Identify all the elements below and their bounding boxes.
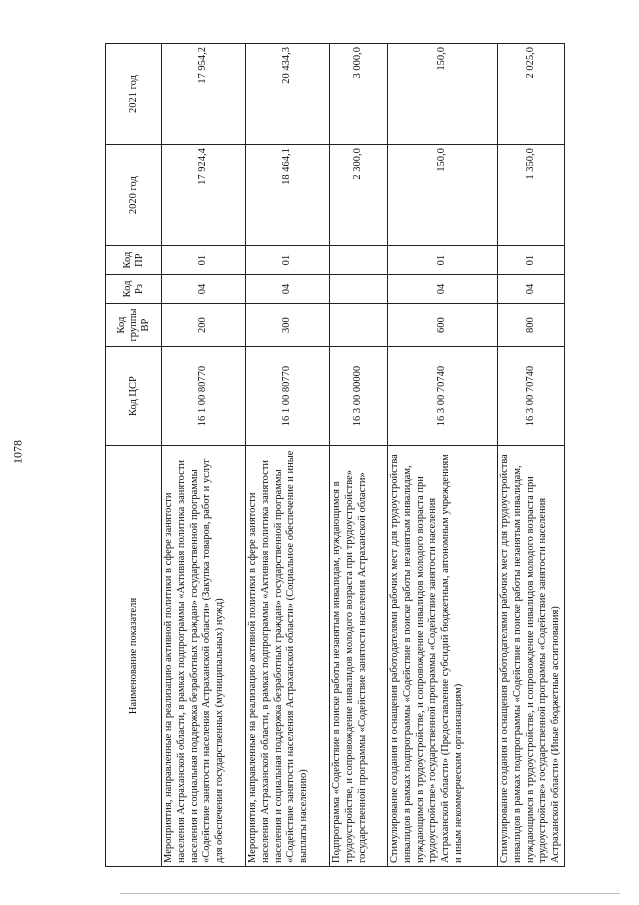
row-2021: 20 434,3 — [246, 44, 330, 145]
header-2021: 2021 год — [106, 44, 162, 145]
table-row — [498, 44, 565, 867]
header-2020: 2020 год — [106, 145, 162, 246]
table-header-row — [106, 44, 162, 867]
row-2021: 17 954,2 — [162, 44, 246, 145]
row-csr: 16 1 00 80770 — [246, 347, 330, 446]
row-rz — [330, 275, 388, 304]
row-vr: 800 — [498, 303, 565, 346]
rotated-table-wrapper — [105, 43, 562, 867]
row-name: Стимулирование создания и оснащения работодателями рабочих мест для трудоустройства инвалидов в рамках подпрограммы «Содействие в поиске работы незанятым инвалидам, нуждающимся в трудоустройстве, и сопровождение инвалидов молодого возраста при трудоустройстве» государственной программы «Содействие занятости населения Астраханской области» (Предоставление субсидий бюджетным, автономным учреждениям и иным некоммерческим организациям) — [388, 445, 498, 866]
row-2020: 17 924,4 — [162, 145, 246, 246]
row-csr: 16 3 00 70740 — [498, 347, 565, 446]
row-2020: 1 350,0 — [498, 145, 565, 246]
row-2021: 3 000,0 — [330, 44, 388, 145]
row-vr: 200 — [162, 303, 246, 346]
row-rz: 04 — [162, 275, 246, 304]
row-rz: 04 — [388, 275, 498, 304]
row-2020: 150,0 — [388, 145, 498, 246]
row-2021: 150,0 — [388, 44, 498, 145]
budget-table — [105, 43, 565, 867]
row-pr: 01 — [162, 246, 246, 275]
row-csr: 16 3 00 70740 — [388, 347, 498, 446]
row-csr: 16 1 00 80770 — [162, 347, 246, 446]
row-2020: 2 300,0 — [330, 145, 388, 246]
table-row — [330, 44, 388, 867]
table-row — [162, 44, 246, 867]
header-rz: Код Рз — [106, 275, 162, 304]
header-csr: Код ЦСР — [106, 347, 162, 446]
page-bottom-line — [120, 893, 620, 894]
row-vr: 600 — [388, 303, 498, 346]
row-pr: 01 — [388, 246, 498, 275]
row-name: Стимулирование создания и оснащения работодателями рабочих мест для трудоустройства инвалидов в рамках подпрограммы «Содействие в поиске работы незанятым инвалидам, нуждающимся в трудоустройстве, и сопровождение инвалидов молодого возраста при трудоустройстве» государственной программы «Содействие занятости населения Астраханской области» (Иные бюджетные ассигнования) — [498, 445, 565, 866]
header-pr: Код ПР — [106, 246, 162, 275]
row-name: Подпрограмма «Содействие в поиске работы незанятым инвалидам, нуждающимся в трудоустройстве, и сопровождение инвалидов молодого возраста при трудоустройстве» государственной программы «Содействие занятости населения Астраханской области» — [330, 445, 388, 866]
header-vr: Код группы ВР — [106, 303, 162, 346]
table-row — [388, 44, 498, 867]
row-rz: 04 — [498, 275, 565, 304]
row-pr — [330, 246, 388, 275]
row-rz: 04 — [246, 275, 330, 304]
row-vr — [330, 303, 388, 346]
row-vr: 300 — [246, 303, 330, 346]
row-name: Мероприятия, направленные на реализацию активной политики в сфере занятости населения Астраханской области, в рамках подпрограммы «Активная политика занятости населения и социальная поддержка безработных граждан» государственной программы «Содействие занятости населения Астраханской области» (Закупка товаров, работ и услуг для обеспечения государственных (муниципальных) нужд) — [162, 445, 246, 866]
row-2020: 18 464,1 — [246, 145, 330, 246]
row-csr: 16 3 00 00000 — [330, 347, 388, 446]
page-number: 1078 — [10, 440, 25, 464]
row-pr: 01 — [498, 246, 565, 275]
row-2021: 2 025,0 — [498, 44, 565, 145]
header-name: Наименование показателя — [106, 445, 162, 866]
table-row — [246, 44, 330, 867]
row-name: Мероприятия, направленные на реализацию активной политики в сфере занятости населения Астраханской области, в рамках подпрограммы «Активная политика занятости населения и социальная поддержка безработных граждан» государственной программы «Содействие занятости населения Астраханской области» (Социальное обеспечение и иные выплаты населению) — [246, 445, 330, 866]
row-pr: 01 — [246, 246, 330, 275]
